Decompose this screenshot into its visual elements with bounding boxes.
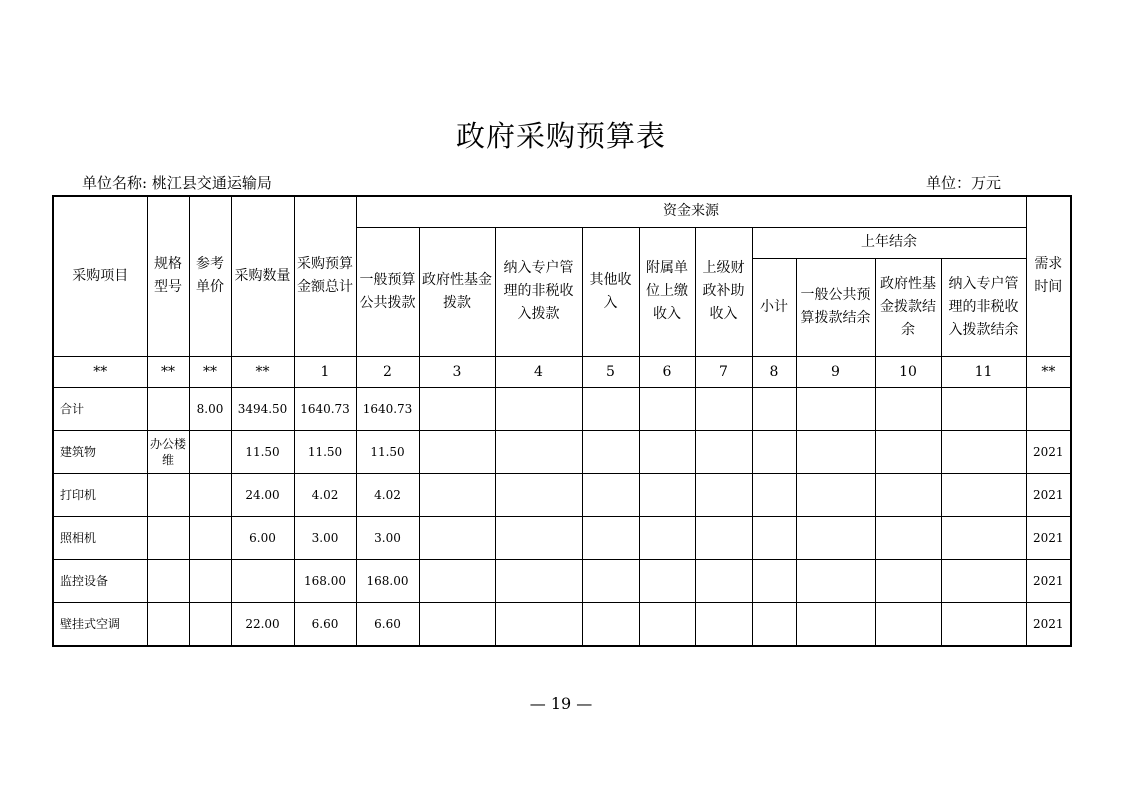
row-empty-cell [695, 430, 752, 473]
page-number: — 19 — [529, 694, 593, 713]
column-number-row [53, 356, 1071, 387]
col-number: 2 [356, 356, 419, 387]
header-last-year: 上年结余 [752, 227, 1026, 258]
row-general-budget-cell: 4.02 [356, 473, 419, 516]
row-empty-cell [796, 602, 875, 646]
row-empty-cell [582, 430, 639, 473]
row-demand-time-cell: 2021 [1026, 430, 1071, 473]
row-empty-cell [419, 430, 495, 473]
row-empty-cell [695, 559, 752, 602]
row-spec-cell [147, 516, 189, 559]
row-general-budget-cell: 168.00 [356, 559, 419, 602]
row-empty-cell [941, 602, 1026, 646]
table-row [53, 516, 1071, 559]
col-number: 4 [495, 356, 582, 387]
row-quantity-cell: 24.00 [231, 473, 294, 516]
col-number: 11 [941, 356, 1026, 387]
header-ly-gov-fund: 政府性基金拨款结余 [875, 258, 941, 356]
table-row [53, 387, 1071, 430]
row-empty-cell [941, 516, 1026, 559]
row-total-cell: 6.60 [294, 602, 356, 646]
row-empty-cell [875, 430, 941, 473]
row-spec-cell [147, 602, 189, 646]
row-general-budget-cell: 11.50 [356, 430, 419, 473]
row-empty-cell [495, 602, 582, 646]
row-total-cell: 3.00 [294, 516, 356, 559]
row-empty-cell [941, 387, 1026, 430]
row-empty-cell [752, 430, 796, 473]
row-empty-cell [419, 516, 495, 559]
row-empty-cell [582, 516, 639, 559]
col-number: ** [147, 356, 189, 387]
col-number: 10 [875, 356, 941, 387]
header-general-budget: 一般预算公共拨款 [356, 227, 419, 356]
col-number: 3 [419, 356, 495, 387]
row-empty-cell [875, 602, 941, 646]
row-empty-cell [495, 387, 582, 430]
row-empty-cell [695, 387, 752, 430]
row-general-budget-cell: 3.00 [356, 516, 419, 559]
row-empty-cell [875, 516, 941, 559]
row-item-cell: 合计 [53, 387, 147, 430]
row-item-cell: 打印机 [53, 473, 147, 516]
col-number: ** [189, 356, 231, 387]
page-title: 政府采购预算表 [455, 119, 666, 153]
row-general-budget-cell: 1640.73 [356, 387, 419, 430]
row-empty-cell [695, 602, 752, 646]
row-empty-cell [582, 559, 639, 602]
row-ref-price-cell [189, 473, 231, 516]
row-demand-time-cell: 2021 [1026, 516, 1071, 559]
col-number: ** [1026, 356, 1071, 387]
row-demand-time-cell: 2021 [1026, 559, 1071, 602]
header-gov-fund: 政府性基金拨款 [419, 227, 495, 356]
row-empty-cell [875, 559, 941, 602]
header-total: 采购预算金额总计 [294, 196, 356, 356]
header-spec: 规格型号 [147, 196, 189, 356]
row-item-cell: 照相机 [53, 516, 147, 559]
row-empty-cell [582, 387, 639, 430]
header-superior: 上级财政补助收入 [695, 227, 752, 356]
row-demand-time-cell: 2021 [1026, 602, 1071, 646]
row-total-cell: 11.50 [294, 430, 356, 473]
table-row [53, 430, 1071, 473]
row-empty-cell [639, 516, 695, 559]
header-quantity: 采购数量 [231, 196, 294, 356]
row-empty-cell [941, 473, 1026, 516]
row-total-cell: 4.02 [294, 473, 356, 516]
table-row [53, 559, 1071, 602]
header-affiliated: 附属单位上缴收入 [639, 227, 695, 356]
row-empty-cell [639, 559, 695, 602]
row-spec-cell [147, 559, 189, 602]
row-demand-time-cell: 2021 [1026, 473, 1071, 516]
header-item: 采购项目 [53, 196, 147, 356]
row-quantity-cell [231, 559, 294, 602]
row-empty-cell [875, 473, 941, 516]
row-empty-cell [495, 430, 582, 473]
row-item-cell: 监控设备 [53, 559, 147, 602]
row-empty-cell [419, 602, 495, 646]
row-spec-cell: 办公楼维 [147, 430, 189, 473]
row-item-cell: 壁挂式空调 [53, 602, 147, 646]
row-empty-cell [752, 559, 796, 602]
col-number: 5 [582, 356, 639, 387]
row-item-cell: 建筑物 [53, 430, 147, 473]
row-quantity-cell: 22.00 [231, 602, 294, 646]
header-subtotal: 小计 [752, 258, 796, 356]
row-ref-price-cell [189, 516, 231, 559]
row-ref-price-cell [189, 559, 231, 602]
row-empty-cell [639, 602, 695, 646]
row-empty-cell [639, 387, 695, 430]
header-fund-source: 资金来源 [356, 196, 1026, 227]
row-quantity-cell: 6.00 [231, 516, 294, 559]
row-empty-cell [639, 473, 695, 516]
row-empty-cell [796, 473, 875, 516]
row-demand-time-cell [1026, 387, 1071, 430]
row-quantity-cell: 3494.50 [231, 387, 294, 430]
row-empty-cell [752, 473, 796, 516]
col-number: 1 [294, 356, 356, 387]
row-empty-cell [752, 387, 796, 430]
header-demand-time: 需求时间 [1026, 196, 1071, 356]
row-empty-cell [695, 516, 752, 559]
row-empty-cell [941, 430, 1026, 473]
row-general-budget-cell: 6.60 [356, 602, 419, 646]
row-empty-cell [419, 387, 495, 430]
row-empty-cell [419, 473, 495, 516]
row-ref-price-cell [189, 602, 231, 646]
row-empty-cell [796, 430, 875, 473]
row-empty-cell [875, 387, 941, 430]
col-number: 8 [752, 356, 796, 387]
row-empty-cell [796, 387, 875, 430]
row-spec-cell [147, 387, 189, 430]
procurement-budget-table [52, 195, 1072, 647]
row-empty-cell [752, 516, 796, 559]
row-empty-cell [495, 516, 582, 559]
col-number: 7 [695, 356, 752, 387]
row-empty-cell [752, 602, 796, 646]
col-number: ** [53, 356, 147, 387]
row-empty-cell [695, 473, 752, 516]
col-number: ** [231, 356, 294, 387]
header-other-income: 其他收入 [582, 227, 639, 356]
unit-name-label: 单位名称: 桃江县交通运输局 [82, 174, 272, 192]
table-row [53, 602, 1071, 646]
row-empty-cell [941, 559, 1026, 602]
row-empty-cell [796, 559, 875, 602]
row-empty-cell [419, 559, 495, 602]
row-spec-cell [147, 473, 189, 516]
row-quantity-cell: 11.50 [231, 430, 294, 473]
header-ly-special: 纳入专户管理的非税收入拨款结余 [941, 258, 1026, 356]
row-total-cell: 1640.73 [294, 387, 356, 430]
header-ly-general: 一般公共预算拨款结余 [796, 258, 875, 356]
row-ref-price-cell [189, 430, 231, 473]
row-total-cell: 168.00 [294, 559, 356, 602]
row-empty-cell [495, 473, 582, 516]
col-number: 6 [639, 356, 695, 387]
row-ref-price-cell: 8.00 [189, 387, 231, 430]
row-empty-cell [495, 559, 582, 602]
table-row [53, 473, 1071, 516]
row-empty-cell [582, 602, 639, 646]
row-empty-cell [639, 430, 695, 473]
row-empty-cell [582, 473, 639, 516]
header-ref-price: 参考单价 [189, 196, 231, 356]
currency-unit-label: 单位：万元 [926, 174, 1002, 192]
row-empty-cell [796, 516, 875, 559]
col-number: 9 [796, 356, 875, 387]
header-special-account: 纳入专户管理的非税收入拨款 [495, 227, 582, 356]
